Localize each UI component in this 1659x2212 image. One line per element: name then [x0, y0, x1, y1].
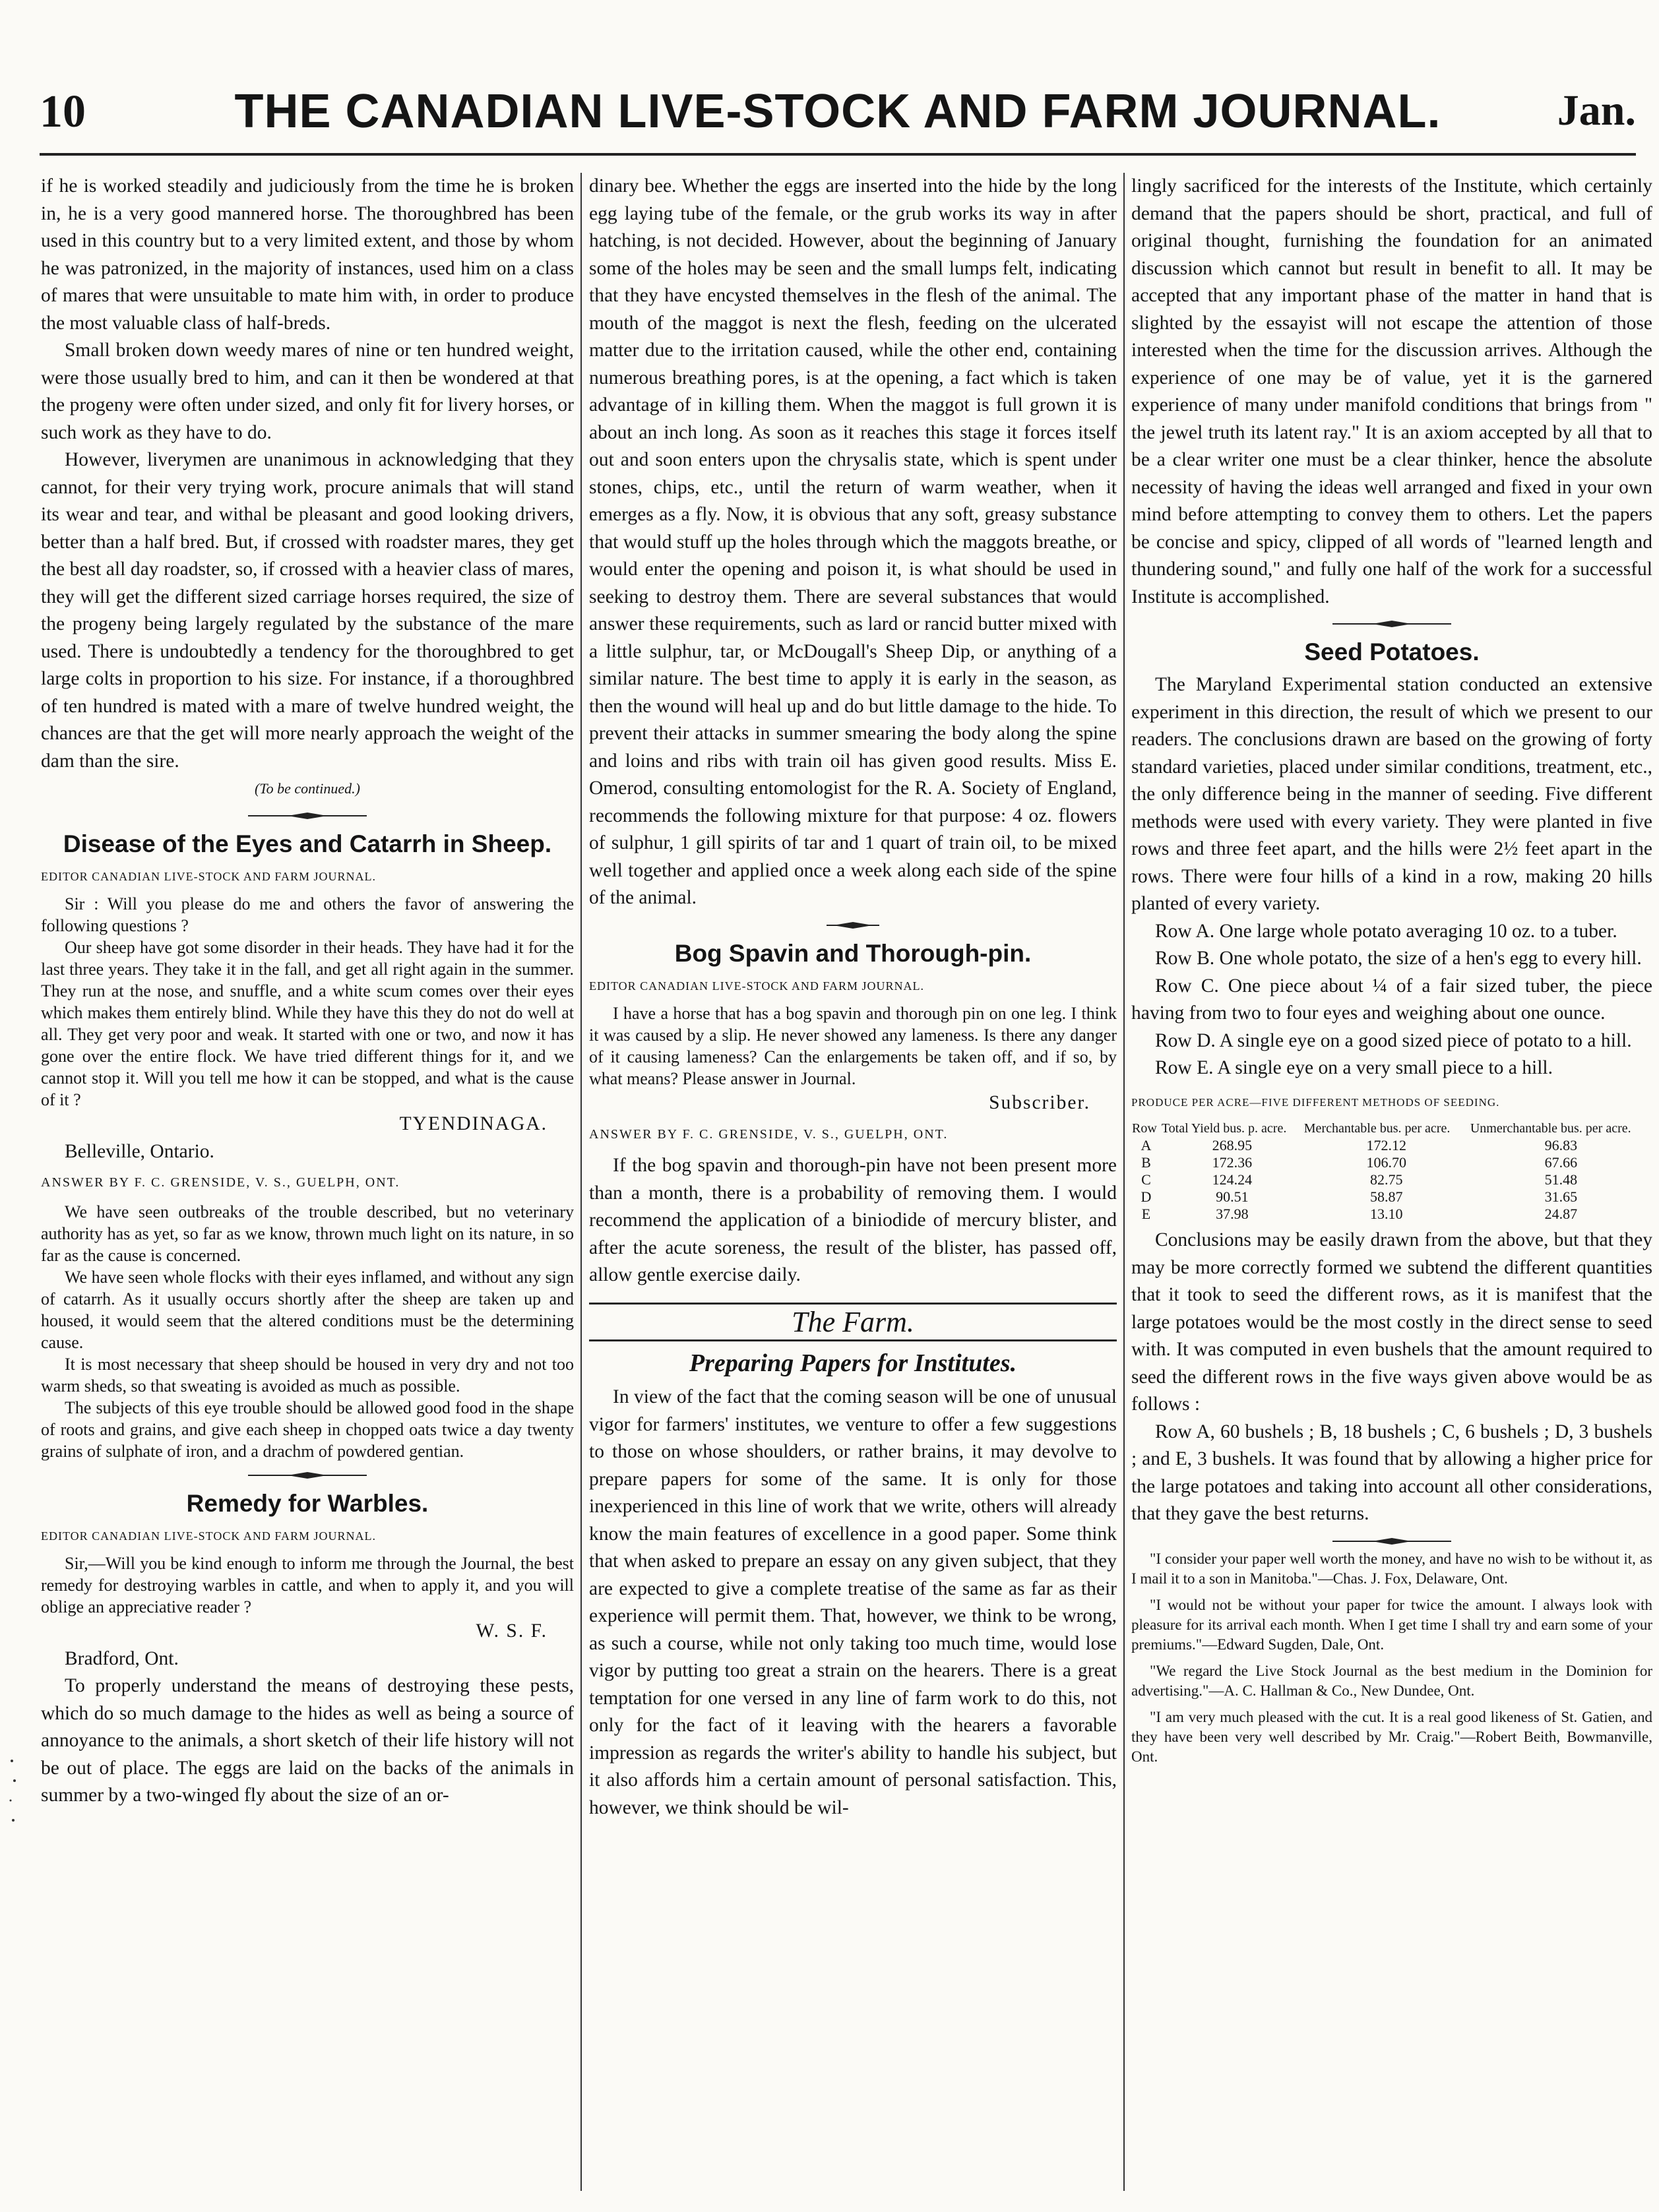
paragraph: Sir : Will you please do me and others the favor of answering the following questions ?: [41, 894, 574, 935]
table-row: [1131, 1154, 1652, 1171]
table-cell: 82.75: [1370, 1171, 1403, 1188]
testimonial: "I consider your paper well worth the money, and have no wish to be without it, as I mail it to a son in Manitoba."—Chas. J. Fox, Delaware, Ont.: [1131, 1550, 1652, 1587]
paragraph: Our sheep have got some disorder in their heads. They have had it for the last three years. They take it in the fall, and get all right again in the summer. They run at the nose, and snuffle, and a white scum comes over their eyes which makes them entirely blind. While they have this they do not do well at all. They get very poor and weak. It started with one or two, and now it has gone over the entire flock. We have tried different things for it, and we cannot stop it. Will you tell me how it can be stopped, and what is the cause of it ?: [41, 938, 574, 1109]
table-cell: 24.87: [1544, 1206, 1578, 1222]
editor-line: EDITOR CANADIAN LIVE-STOCK AND FARM JOURNAL.: [589, 979, 925, 993]
ornament-rule: [241, 1471, 373, 1479]
paragraph: lingly sacrificed for the interests of the Institute, which certainly demand that the papers should be short, practical, and full of original thought, furnishing the foundation for an animated discussion which cannot but result in benefit to all. It may be accepted that any important phase of the matter in hand that is slighted by the essayist will not escape the attention of those interested when the time for the discussion arrives. Although the experience of one may be of value, yet it is the garnered experience of many under manifold conditions that brings from " the jewel truth its latent ray." It is an axiom accepted by all that to be a clear writer one must be a clear thinker, hence the absolute necessity of having the ideas well arranged and fixed in your own mind before attempting to convey them to others. Let the papers be concise and spicy, clipped of all words of "learned length and thundering sound," and fully one half of the work for a successful Institute is accomplished.: [1131, 175, 1652, 607]
paragraph: I have a horse that has a bog spavin and thorough pin on one leg. I think it was caused by a slip. He never showed any lameness. Is there any danger of it causing lameness? Can the enlargements be taken off, and if so, by what means? Please answer in Journal.: [589, 1004, 1117, 1088]
table-header: Row: [1132, 1121, 1157, 1136]
table-row: [1131, 1206, 1652, 1223]
paragraph: We have seen outbreaks of the trouble described, but no veterinary authority has as yet, so far as we know, thrown much light on its nature, in so far as the cause is concerned.: [41, 1202, 574, 1265]
table-cell: 90.51: [1216, 1188, 1249, 1205]
table-cell: 67.66: [1544, 1154, 1578, 1171]
column-divider: [1123, 173, 1125, 2191]
article-heading: Seed Potatoes.: [1304, 638, 1480, 665]
table-row: [1131, 1188, 1652, 1206]
table-cell: 124.24: [1212, 1171, 1253, 1188]
testimonial: "I am very much pleased with the cut. It is a real good likeness of St. Gatien, and they have been very well described by Mr. Craig."—Robert Beith, Bowmanville, Ont.: [1131, 1708, 1652, 1765]
ornament-rule: [1326, 1537, 1458, 1545]
editor-line: EDITOR CANADIAN LIVE-STOCK AND FARM JOURNAL.: [41, 1529, 377, 1543]
table-cell: 172.12: [1366, 1137, 1407, 1153]
table-cell: 51.48: [1544, 1171, 1578, 1188]
table-caption: PRODUCE PER ACRE—FIVE DIFFERENT METHODS OF SEEDING.: [1131, 1095, 1500, 1109]
column-divider: [580, 173, 582, 2191]
issue-month: Jan.: [1557, 86, 1636, 135]
table-cell: 13.10: [1370, 1206, 1403, 1222]
article-heading: Disease of the Eyes and Catarrh in Sheep.: [63, 830, 552, 857]
table-cell: 106.70: [1366, 1154, 1407, 1171]
table-cell: 31.65: [1544, 1188, 1578, 1205]
paragraph: Conclusions may be easily drawn from the above, but that they may be more correctly formed we subtend the different quantities that it took to seed the different rows, as it is manifest that the large potatoes would be the most costly in the direct sense to seed with. It was computed in even bushels that the amount required to seed the different rows in the five ways given above would be as follows :: [1131, 1229, 1652, 1415]
article-heading: [589, 1348, 1117, 1378]
paragraph: Sir,—Will you be kind enough to inform me through the Journal, the best remedy for destroying warbles in cattle, and when to apply it, and you will oblige an appreciative reader ?: [41, 1554, 574, 1616]
table-cell: E: [1141, 1206, 1151, 1222]
page-number: 10: [40, 86, 86, 137]
table-cell: D: [1141, 1188, 1152, 1205]
table-header: Merchantable bus. per acre.: [1303, 1121, 1451, 1136]
ornament-rule: [1326, 620, 1458, 628]
continued-note: (To be continued.): [255, 780, 360, 797]
table-cell: B: [1141, 1154, 1151, 1171]
paragraph: To properly understand the means of destroying these pests, which do so much damage to the hides as well as being a source of annoyance to the animals, a short sketch of their life history will not be out of place. The eggs are laid on the backs of the animals in summer by a two-winged fly about the size of an or-: [41, 1675, 574, 1806]
yield-table: [1131, 1120, 1652, 1223]
article-heading: Remedy for Warbles.: [186, 1489, 429, 1517]
paragraph: Row E. A single eye on a very small piece to a hill.: [1155, 1057, 1553, 1078]
paragraph: However, liverymen are unanimous in acknowledging that they cannot, for their very trying work, procure animals that will stand its wear and tear, and withal be pleasant and good looking drivers, better than a half bred. But, if crossed with roadster mares, they get the best all day roadster, so, if crossed with a heavier class of mares, they will get the different sized carriage horses required, the size of the progeny being largely regulated by the substance of the mare used. There is undoubtedly a tendency for the thoroughbred to get large colts in proportion to his size. For instance, if a thoroughbred of ten hundred is mated with a mare of twelve hundred weight, the chances are that the get will more nearly approach the weight of the dam than the sire.: [41, 449, 574, 772]
table-header: Unmerchantable bus. per acre.: [1470, 1121, 1631, 1136]
paragraph: The Maryland Experimental station conducted an extensive experiment in this direction, the result of which we present to our readers. The conclusions drawn are based on the growing of forty standard varieties, placed under similar conditions, treatment, etc., the only difference being in the manner of seeding. Five different methods were used with every variety. They were planted in five rows and three feet apart, and the hills were 2½ feet apart in the rows. There were four hills of a kind in a row, making 20 hills planted of every variety.: [1131, 674, 1652, 914]
table-row: [1131, 1137, 1652, 1154]
masthead-rule: [40, 153, 1636, 156]
paragraph: dinary bee. Whether the eggs are inserted into the hide by the long egg laying tube of the female, or the grub works its way in after hatching, is not decided. However, about the beginning of January some of the holes may be seen and the small lumps felt, indicating that they have encysted themselves in the flesh of the animal. The mouth of the maggot is next the flesh, feeding on the ulcerated matter due to the irritation caused, while the other end, containing numerous breathing pores, is at the opening, a fact which is taken advantage of in killing them. When the maggot is full grown it is about an inch long. As soon as it reaches this stage it forces itself out and soon enters upon the chrysalis state, which is spent under stones, chips, etc., until the return of warm weather, when it emerges as a fly. Now, it is obvious that any soft, greasy substance that would stuff up the holes through which the maggots breathe, or would enter the opening and poison it, is what should be used in seeking to destroy them. There are several substances that would answer these requirements, such as lard or rancid butter mixed with a little sulphur, tar, or McDougall's Sheep Dip, or anything of a similar nature. The best time to apply it is early in the season, as then the wound will heal up and do but little damage to the hide. To prevent their attacks in summer smearing the body along the spine and loins and ribs with train oil has given good results. Miss E. Omerod, consulting entomologist for the R. A. Society of England, recommends the following mixture for that purpose: 4 oz. flowers of sulphur, 1 gill spirits of tar and 1 quart of train oil, to be mixed well together and applied once a week along each side of the spine of the animal.: [589, 175, 1117, 908]
testimonial: "We regard the Live Stock Journal as the best medium in the Dominion for advertising."—A. C. Hallman & Co., New Dundee, Ont.: [1131, 1662, 1652, 1699]
article-heading-text: Preparing Papers for Institutes.: [689, 1349, 1017, 1377]
table-cell: 268.95: [1212, 1137, 1253, 1153]
testimonial: "I would not be without your paper for twice the amount. I always look with pleasure for its arrival each month. When I get time I shall try and earn some of your premiums."—Edward Sugden, Dale, Ont.: [1131, 1596, 1652, 1653]
editor-line: EDITOR CANADIAN LIVE-STOCK AND FARM JOURNAL.: [41, 869, 377, 883]
paragraph: We have seen whole flocks with their eyes inflamed, and without any sign of catarrh. As it usually occurs shortly after the sheep are taken up and housed, it would seem that the altered conditions must be the determining cause.: [41, 1267, 574, 1352]
signature: Subscriber.: [989, 1092, 1090, 1113]
column-3: [1131, 173, 1652, 2191]
table-cell: 96.83: [1544, 1137, 1578, 1153]
paragraph: In view of the fact that the coming season will be one of unusual vigor for farmers' institutes, we venture to offer a few suggestions to those on whose shoulders, or rather brains, it may devolve to prepare papers for some of the same. It is only for those inexperienced in this line of work that we write, others will already know the main features of excellence in a good paper. Some think that when asked to prepare an essay on any given subject, that they are expected to give a complete treatise of the same as far as their experience will permit them. That, however, we think to be wrong, as such a course, while not only taking too much time, would lose vigor by putting too great a strain on the hearers. There is a great temptation for one versed in any line of farm work to do this, not only for the fact of it leaving with the hearers a favorable impression as regards the writer's ability to handle his subject, but it also affords him a certain amount of personal satisfaction. This, however, we think should be wil-: [589, 1386, 1117, 1818]
table-cell: 172.36: [1212, 1154, 1253, 1171]
paragraph: Row C. One piece about ¼ of a fair sized tuber, the piece having from two to four eyes and weighing about one ounce.: [1131, 975, 1652, 1024]
table-row: [1131, 1171, 1652, 1188]
article-heading: Bog Spavin and Thorough-pin.: [674, 939, 1032, 967]
masthead: [40, 79, 1636, 152]
place-line: Bradford, Ont.: [65, 1647, 179, 1669]
column-1: [41, 173, 574, 2191]
ornament-rule: [241, 812, 373, 820]
place-line: Belleville, Ontario.: [65, 1140, 214, 1162]
table-cell: 58.87: [1370, 1188, 1403, 1205]
answer-byline: ANSWER BY F. C. GRENSIDE, V. S., GUELPH, ONT.: [41, 1175, 400, 1190]
margin-specks: [7, 1754, 20, 1833]
paragraph: if he is worked steadily and judiciously from the time he is broken in, he is a very good mannered horse. The thoroughbred has been used in this country but to a very limited extent, and those by whom he was patronized, in the majority of instances, used him on a class of mares that were unsuitable to mate him with, in order to produce the most valuable class of half-breds.: [41, 175, 574, 334]
section-header: The Farm.: [589, 1303, 1117, 1342]
paragraph: Row A. One large whole potato averaging 10 oz. to a tuber.: [1155, 920, 1617, 942]
paragraph: If the bog spavin and thorough-pin have not been present more than a month, there is a probability of removing them. I would recommend the application of a biniodide of mercury blister, and after the acute soreness, the result of the blister, has passed off, allow gentle exercise daily.: [589, 1155, 1117, 1285]
table-cell: C: [1141, 1171, 1151, 1188]
paragraph: It is most necessary that sheep should be housed in very dry and not too warm sheds, so that sweating is avoided as much as possible.: [41, 1354, 574, 1396]
table-cell: A: [1141, 1137, 1152, 1153]
table-cell: 37.98: [1216, 1206, 1249, 1222]
paragraph: Row A, 60 bushels ; B, 18 bushels ; C, 6 bushels ; D, 3 bushels ; and E, 3 bushels. It was found that by allowing a higher price for the large potatoes and taking into account all other considerations, that they gave the best returns.: [1131, 1421, 1652, 1524]
paragraph: Small broken down weedy mares of nine or ten hundred weight, were those usually bred to him, and can it then be wondered at that the progeny were often under sized, and only fit for livery horses, or such work as they have to do.: [41, 340, 574, 443]
paragraph: Row D. A single eye on a good sized piece of potato to a hill.: [1155, 1029, 1632, 1051]
answer-byline: ANSWER BY F. C. GRENSIDE, V. S., GUELPH, ONT.: [589, 1126, 949, 1142]
signature: W. S. F.: [476, 1620, 548, 1642]
paragraph: Row B. One whole potato, the size of a hen's egg to every hill.: [1155, 948, 1642, 969]
paragraph: The subjects of this eye trouble should be allowed good food in the shape of roots and grains, and give each sheep in chopped oats twice a day twenty grains of sulphate of iron, and a drachm of powdered gentian.: [41, 1398, 574, 1461]
column-2: [589, 173, 1117, 2191]
signature: TYENDINAGA.: [399, 1113, 548, 1134]
table-header: Total Yield bus. p. acre.: [1161, 1121, 1287, 1136]
ornament-rule: [787, 921, 919, 929]
journal-title: THE CANADIAN LIVE-STOCK AND FARM JOURNAL.: [234, 85, 1441, 138]
